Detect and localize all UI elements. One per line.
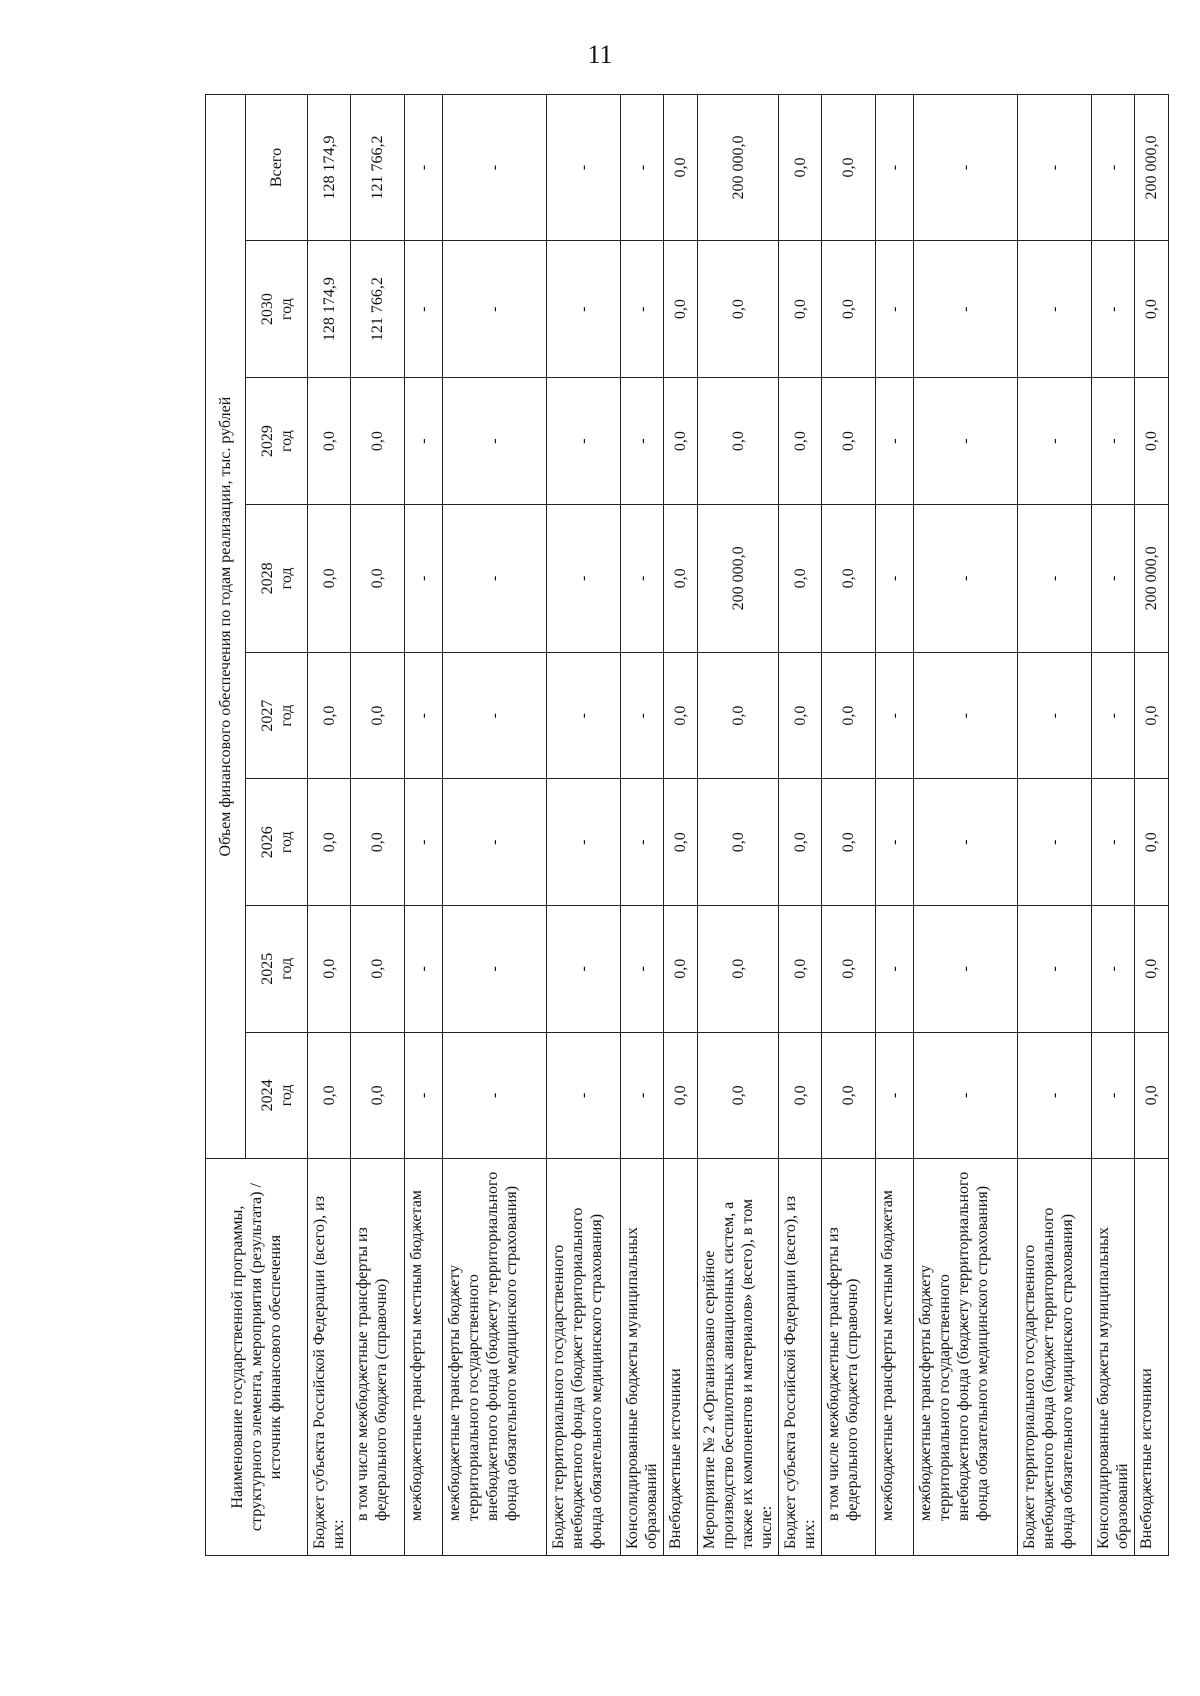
table-row	[664, 95, 698, 1556]
row-value: 0,0	[664, 779, 698, 906]
table-row	[405, 95, 443, 1556]
row-value: 0,0	[822, 1032, 876, 1159]
row-value: 0,0	[822, 906, 876, 1033]
row-value: -	[621, 95, 664, 241]
row-value: -	[405, 779, 443, 906]
header-year-value: 2029	[258, 425, 276, 458]
row-value: -	[1092, 906, 1135, 1033]
row-value: -	[547, 779, 621, 906]
row-value: 0,0	[698, 241, 779, 378]
row-name: межбюджетные трансферты местным бюджетам	[876, 1159, 914, 1556]
header-year-unit: год	[277, 567, 295, 590]
row-value: 0,0	[308, 652, 351, 779]
header-financing-group: Объем финансового обеспечения по годам реализации, тыс. рублей	[206, 95, 246, 1159]
row-value: 0,0	[698, 652, 779, 779]
row-value: 0,0	[1135, 241, 1169, 378]
header-year-1	[246, 906, 308, 1033]
header-year-unit: год	[277, 1084, 295, 1107]
row-value: 0,0	[351, 1032, 405, 1159]
header-year-value: 2026	[258, 826, 276, 859]
row-value: -	[1018, 906, 1092, 1033]
row-value: -	[876, 378, 914, 505]
row-name: межбюджетные трансферты бюджету территориального государственного внебюджетного фонда (бюджету территориального фонда обязательного медицинского страхования)	[443, 1159, 547, 1556]
row-name: в том числе межбюджетные трансферты из федерального бюджета (справочно)	[351, 1159, 405, 1556]
row-value: -	[547, 378, 621, 505]
row-value: 0,0	[664, 906, 698, 1033]
row-value: -	[443, 1032, 547, 1159]
header-year-value: 2028	[258, 562, 276, 595]
header-year-unit: год	[277, 430, 295, 453]
header-year-0	[246, 1032, 308, 1159]
row-value: -	[1092, 779, 1135, 906]
row-name: Бюджет территориального государственного внебюджетного фонда (бюджет территориального фонда обязательного медицинского страхования)	[547, 1159, 621, 1556]
row-value: -	[443, 504, 547, 652]
row-value: -	[405, 95, 443, 241]
row-value: -	[621, 241, 664, 378]
row-value: -	[1018, 241, 1092, 378]
row-name: межбюджетные трансферты местным бюджетам	[405, 1159, 443, 1556]
row-value: -	[1018, 1032, 1092, 1159]
row-value: -	[914, 1032, 1018, 1159]
row-value: -	[1092, 504, 1135, 652]
row-value: -	[621, 906, 664, 1033]
row-value: -	[914, 779, 1018, 906]
row-value: -	[1092, 652, 1135, 779]
row-value: 0,0	[351, 504, 405, 652]
row-value: 0,0	[779, 378, 822, 505]
row-value: -	[876, 95, 914, 241]
header-year-value: 2024	[258, 1079, 276, 1112]
row-value: -	[876, 1032, 914, 1159]
row-value: 0,0	[1135, 779, 1169, 906]
row-value: 0,0	[822, 241, 876, 378]
row-value: 121 766,2	[351, 241, 405, 378]
row-value: -	[914, 378, 1018, 505]
row-value: 0,0	[308, 1032, 351, 1159]
header-year-4	[246, 504, 308, 652]
row-value: -	[405, 504, 443, 652]
row-value: -	[443, 378, 547, 505]
row-value: 0,0	[698, 906, 779, 1033]
table-row	[443, 95, 547, 1556]
row-value: -	[621, 779, 664, 906]
row-value: -	[621, 378, 664, 505]
row-value: 0,0	[822, 652, 876, 779]
row-value: 0,0	[351, 906, 405, 1033]
row-value: -	[914, 652, 1018, 779]
row-value: 0,0	[698, 1032, 779, 1159]
row-value: -	[405, 652, 443, 779]
row-value: -	[876, 504, 914, 652]
financing-table	[205, 94, 1169, 1556]
row-name: межбюджетные трансферты бюджету территориального государственного внебюджетного фонда (бюджету территориального фонда обязательного медицинского страхования)	[914, 1159, 1018, 1556]
row-value: -	[1092, 241, 1135, 378]
row-value: -	[1018, 652, 1092, 779]
row-value: 0,0	[1135, 378, 1169, 505]
row-value: -	[405, 1032, 443, 1159]
row-value: 200 000,0	[698, 95, 779, 241]
row-value: 0,0	[779, 906, 822, 1033]
row-value: 0,0	[351, 652, 405, 779]
row-value: 0,0	[351, 779, 405, 906]
row-value: -	[1092, 95, 1135, 241]
row-value: 0,0	[664, 378, 698, 505]
row-value: -	[621, 504, 664, 652]
table-row	[351, 95, 405, 1556]
header-year-value: 2025	[258, 952, 276, 985]
row-value: -	[547, 241, 621, 378]
header-year-unit: год	[277, 957, 295, 980]
row-value: 0,0	[664, 95, 698, 241]
row-value: -	[405, 906, 443, 1033]
row-value: 0,0	[664, 504, 698, 652]
row-value: -	[443, 95, 547, 241]
row-value: 0,0	[308, 504, 351, 652]
row-value: -	[876, 779, 914, 906]
table-row	[914, 95, 1018, 1556]
row-value: 0,0	[308, 779, 351, 906]
row-value: 0,0	[822, 378, 876, 505]
row-value: -	[547, 906, 621, 1033]
table-row	[621, 95, 664, 1556]
row-value: 0,0	[779, 1032, 822, 1159]
row-value: -	[1018, 779, 1092, 906]
header-year-2	[246, 779, 308, 906]
row-value: -	[405, 378, 443, 505]
row-value: -	[443, 652, 547, 779]
table-row	[1018, 95, 1092, 1556]
row-value: -	[621, 652, 664, 779]
row-value: 0,0	[698, 378, 779, 505]
row-name: Внебюджетные источники	[664, 1159, 698, 1556]
row-value: 0,0	[351, 378, 405, 505]
row-value: 0,0	[779, 241, 822, 378]
row-name: Консолидированные бюджеты муниципальных образований	[1092, 1159, 1135, 1556]
row-value: -	[1092, 378, 1135, 505]
row-value: 0,0	[822, 779, 876, 906]
row-name: Бюджет территориального государственного внебюджетного фонда (бюджет территориального фонда обязательного медицинского страхования)	[1018, 1159, 1092, 1556]
row-value: 0,0	[308, 906, 351, 1033]
row-value: -	[547, 1032, 621, 1159]
row-name: Бюджет субъекта Российской Федерации (всего), из них:	[779, 1159, 822, 1556]
table-row	[822, 95, 876, 1556]
header-year-6	[246, 241, 308, 378]
row-value: -	[621, 1032, 664, 1159]
row-value: -	[914, 95, 1018, 241]
row-value: -	[1018, 504, 1092, 652]
table-row	[547, 95, 621, 1556]
row-value: 0,0	[779, 95, 822, 241]
row-value: 0,0	[1135, 652, 1169, 779]
header-year-unit: год	[277, 831, 295, 854]
row-value: 200 000,0	[1135, 95, 1169, 241]
row-value: 0,0	[779, 779, 822, 906]
row-value: -	[876, 241, 914, 378]
row-value: -	[1018, 378, 1092, 505]
row-value: 128 174,9	[308, 241, 351, 378]
row-value: -	[547, 652, 621, 779]
row-value: 128 174,9	[308, 95, 351, 241]
header-year-5	[246, 378, 308, 505]
row-value: -	[914, 241, 1018, 378]
row-value: 0,0	[779, 652, 822, 779]
table-row	[698, 95, 779, 1556]
row-value: 121 766,2	[351, 95, 405, 241]
row-value: 0,0	[1135, 1032, 1169, 1159]
row-name: Консолидированные бюджеты муниципальных образований	[621, 1159, 664, 1556]
row-value: -	[547, 504, 621, 652]
row-value: 0,0	[664, 1032, 698, 1159]
row-value: 0,0	[664, 241, 698, 378]
row-value: 0,0	[822, 95, 876, 241]
row-name: в том числе межбюджетные трансферты из федерального бюджета (справочно)	[822, 1159, 876, 1556]
row-value: -	[443, 241, 547, 378]
header-year-3	[246, 652, 308, 779]
row-value: -	[405, 241, 443, 378]
row-value: -	[876, 652, 914, 779]
row-value: 0,0	[308, 378, 351, 505]
row-value: -	[547, 95, 621, 241]
table-row	[1135, 95, 1169, 1556]
row-value: -	[443, 906, 547, 1033]
header-year-unit: год	[277, 298, 295, 321]
header-name-column: Наименование государственной программы, структурного элемента, мероприятия (результата) / источник финансового обеспечения	[206, 1159, 308, 1556]
row-value: -	[1092, 1032, 1135, 1159]
row-value: -	[876, 906, 914, 1033]
row-value: 0,0	[1135, 906, 1169, 1033]
header-total: Всего	[246, 95, 308, 241]
rotated-table-container	[205, 94, 1160, 1556]
row-value: 0,0	[698, 779, 779, 906]
header-year-value: 2030	[258, 293, 276, 326]
row-value: -	[443, 779, 547, 906]
row-name: Мероприятие № 2 «Организовано серийное производство беспилотных авиационных систем, а также их компонентов и материалов» (всего), в том числе:	[698, 1159, 779, 1556]
row-name: Внебюджетные источники	[1135, 1159, 1169, 1556]
row-value: -	[914, 504, 1018, 652]
row-value: 0,0	[822, 504, 876, 652]
row-value: 0,0	[779, 504, 822, 652]
table-row	[308, 95, 351, 1556]
row-value: -	[1018, 95, 1092, 241]
row-value: 0,0	[664, 652, 698, 779]
page-number: 11	[587, 40, 613, 69]
table-row	[779, 95, 822, 1556]
row-name: Бюджет субъекта Российской Федерации (всего), из них:	[308, 1159, 351, 1556]
header-year-unit: год	[277, 704, 295, 727]
header-year-value: 2027	[258, 699, 276, 732]
row-value: 200 000,0	[698, 504, 779, 652]
table-row	[876, 95, 914, 1556]
row-value: -	[914, 906, 1018, 1033]
table-row	[1092, 95, 1135, 1556]
row-value: 200 000,0	[1135, 504, 1169, 652]
